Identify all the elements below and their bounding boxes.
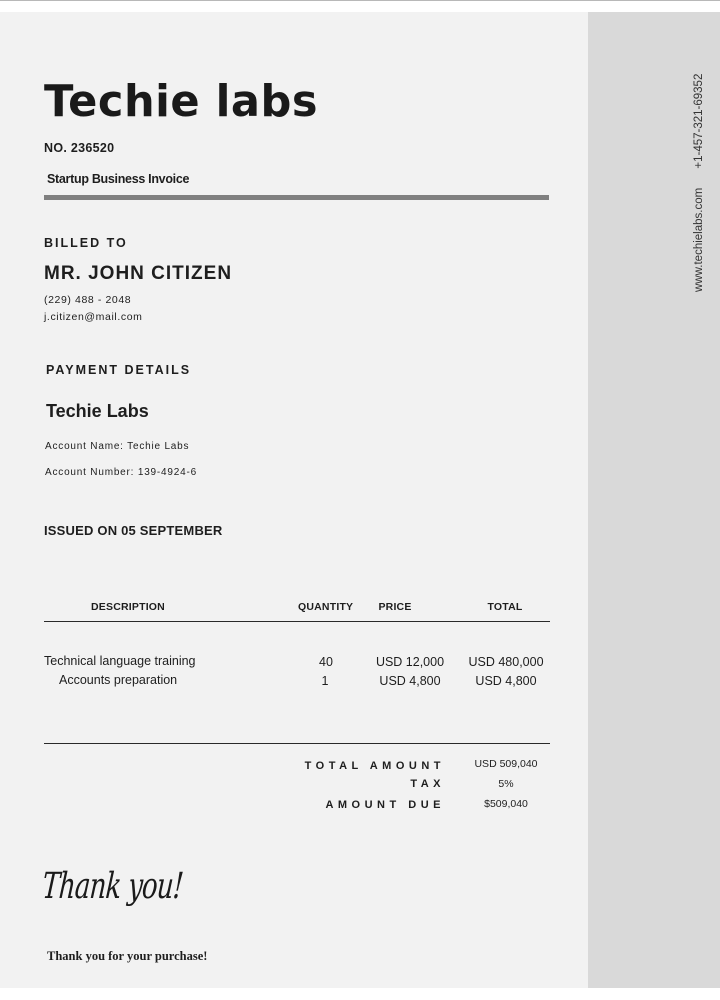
- total-amount-label: TOTAL AMOUNT: [304, 760, 445, 772]
- header-divider: [44, 195, 549, 200]
- thank-you-signature: Thank you!: [40, 866, 185, 907]
- row-1-quantity: 40: [319, 655, 333, 669]
- account-number: Account Number: 139-4924-6: [45, 467, 197, 478]
- column-header-description: DESCRIPTION: [91, 601, 165, 613]
- row-1-description: Technical language training: [44, 654, 196, 668]
- amount-due-value: $509,040: [484, 798, 528, 810]
- website-text[interactable]: www.techielabs.com: [693, 187, 705, 292]
- top-border: [0, 0, 720, 1]
- phone-text: +1-457-321-69352: [693, 73, 705, 169]
- row-2-total: USD 4,800: [475, 674, 537, 688]
- table-footer-rule: [44, 743, 550, 744]
- amount-due-label: AMOUNT DUE: [325, 799, 445, 811]
- row-1-total: USD 480,000: [468, 655, 544, 669]
- invoice-page: [0, 12, 588, 988]
- closing-message: Thank you for your purchase!: [47, 949, 208, 963]
- payment-company: Techie Labs: [46, 401, 149, 421]
- tax-value: 5%: [498, 778, 514, 790]
- company-logo-title: Techie labs: [44, 76, 319, 127]
- vertical-contact-info: [693, 74, 705, 292]
- column-header-quantity: QUANTITY: [298, 601, 354, 613]
- client-email: j.citizen@mail.com: [44, 311, 143, 323]
- table-header-rule: [44, 621, 550, 622]
- client-phone: (229) 488 - 2048: [44, 294, 132, 306]
- account-name: Account Name: Techie Labs: [45, 441, 190, 452]
- tax-label: TAX: [410, 778, 445, 790]
- row-1-price: USD 12,000: [375, 655, 445, 669]
- bottom-border: [0, 988, 720, 1000]
- total-amount-value: USD 509,040: [474, 758, 538, 770]
- invoice-number: NO. 236520: [44, 141, 115, 155]
- column-header-price: PRICE: [378, 601, 412, 613]
- invoice-type: Startup Business Invoice: [47, 172, 190, 186]
- row-2-price: USD 4,800: [379, 674, 441, 688]
- issued-date: ISSUED ON 05 SEPTEMBER: [44, 523, 223, 538]
- row-2-description: Accounts preparation: [59, 673, 178, 687]
- row-2-quantity: 1: [321, 674, 329, 688]
- column-header-total: TOTAL: [487, 601, 523, 613]
- payment-details-heading: PAYMENT DETAILS: [46, 363, 192, 377]
- billed-to-heading: BILLED TO: [44, 236, 128, 250]
- client-name: MR. JOHN CITIZEN: [44, 263, 233, 284]
